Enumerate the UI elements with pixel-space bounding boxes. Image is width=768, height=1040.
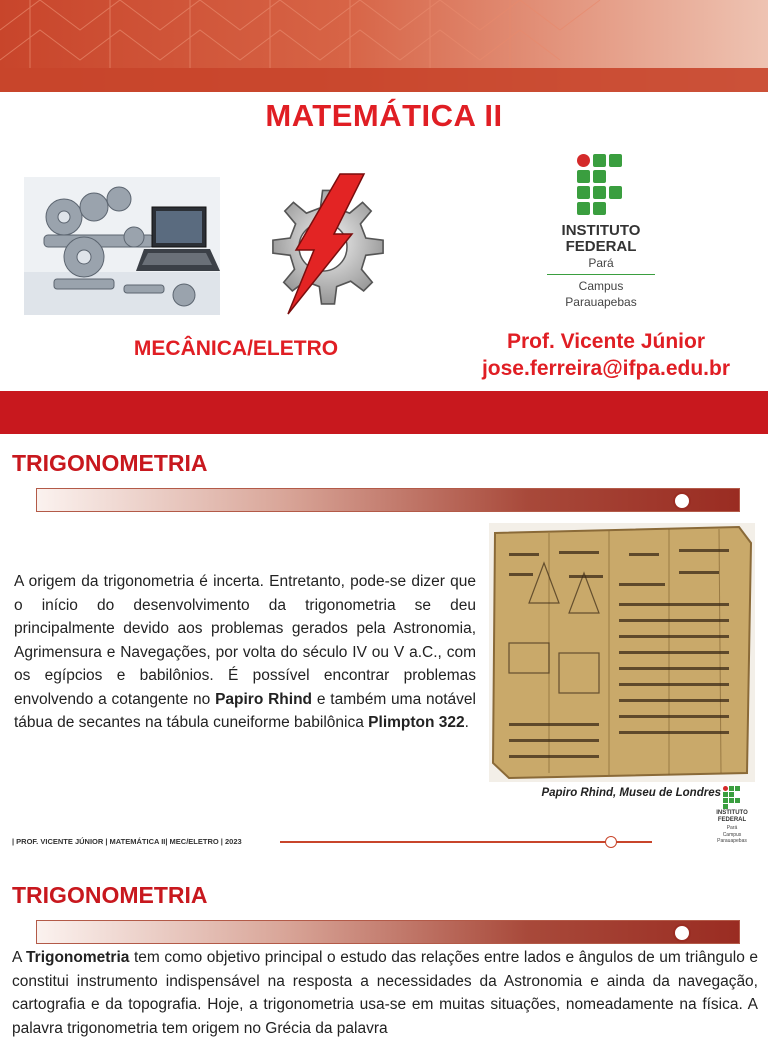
bottom-red-band xyxy=(0,391,768,434)
paragraph-bold-trigonometria: Trigonometria xyxy=(26,949,130,966)
image-caption: Papiro Rhind, Museu de Londres xyxy=(541,787,721,799)
paragraph-bold-papiro: Papiro Rhind xyxy=(215,690,313,708)
slide-title: MATEMÁTICA II xyxy=(265,98,503,133)
gear-lightning-icon xyxy=(252,172,392,320)
ifpa-logo xyxy=(545,154,663,314)
mini-logo-name-line2: FEDERAL xyxy=(717,817,747,823)
bar-circle-icon xyxy=(673,492,691,510)
top-decorative-band xyxy=(0,0,768,92)
mini-logo-name-line1: INSTITUTO xyxy=(716,810,748,816)
paragraph xyxy=(14,570,476,735)
ifpa-mini-logo xyxy=(712,786,752,850)
paragraph-text: tem como objetivo principal o estudo das relações entre lados e ângulos de um triângulo e constitui instrumento indispensável na resposta a necessidades da Astronomia e ainda da navegação, cartografia e da topografia. Hoje, a trigonometria usa-se em muitas situações, nomeadamente na física. A palavra trigonometria tem origem no Grécia da palavra xyxy=(12,949,758,1037)
ifpa-logo-mark xyxy=(577,154,625,216)
papiro-rhind-image xyxy=(489,523,755,782)
title-slide xyxy=(0,0,768,434)
section-title: TRIGONOMETRIA xyxy=(12,450,208,476)
ifpa-name-line2: FEDERAL xyxy=(565,238,637,255)
professor-email: jose.ferreira@ifpa.edu.br xyxy=(481,357,731,380)
slide-footer: | PROF. VICENTE JÚNIOR | MATEMÁTICA II| MEC/ELETRO | 2023 xyxy=(12,837,242,846)
bar-circle-icon xyxy=(673,924,691,942)
paragraph-bold-plimpton: Plimpton 322 xyxy=(368,714,465,731)
mechanical-parts-laptop-image xyxy=(24,177,220,315)
ifpa-divider xyxy=(547,274,655,275)
paragraph xyxy=(12,946,758,1040)
course-name: MECÂNICA/ELETRO xyxy=(133,337,339,360)
title-underline-bar xyxy=(36,488,740,512)
footer-circle-icon xyxy=(605,836,617,848)
content-slide xyxy=(0,434,768,850)
ifpa-campus-line2: Parauapebas xyxy=(565,295,637,309)
paragraph-text: e também uma notável tábua de secantes na tábula cuneiforme babilônica xyxy=(14,690,476,731)
paragraph-text: A origem da trigonometria é incerta. Entretanto, pode-se dizer que o início do desenvolvimento da trigonometria se deu principalmente devido aos problemas gerados pela Astronomia, Agrimensura e Navegações, por volta do século IV ou V a.C., com os egípcios e babilônios. É possível encontrar problemas envolvendo a cotangente no xyxy=(14,573,476,708)
mini-logo-campus-line2: Parauapebas xyxy=(717,838,747,844)
paragraph-text: . xyxy=(464,714,469,731)
ifpa-campus-line1: Campus xyxy=(578,279,624,293)
professor-name: Prof. Vicente Júnior xyxy=(507,330,705,353)
ifpa-name-line1: INSTITUTO xyxy=(561,222,641,239)
paragraph-text: A xyxy=(12,949,27,966)
content-slide-2 xyxy=(0,862,768,1037)
mini-logo-campus-line1: Campus xyxy=(722,832,742,838)
title-underline-bar xyxy=(36,920,740,944)
geometric-pattern-graphic xyxy=(0,0,768,92)
footer-line xyxy=(280,841,652,843)
ifpa-state: Pará xyxy=(588,256,614,270)
mini-logo-state: Pará xyxy=(726,825,738,831)
section-title: TRIGONOMETRIA xyxy=(12,882,208,908)
